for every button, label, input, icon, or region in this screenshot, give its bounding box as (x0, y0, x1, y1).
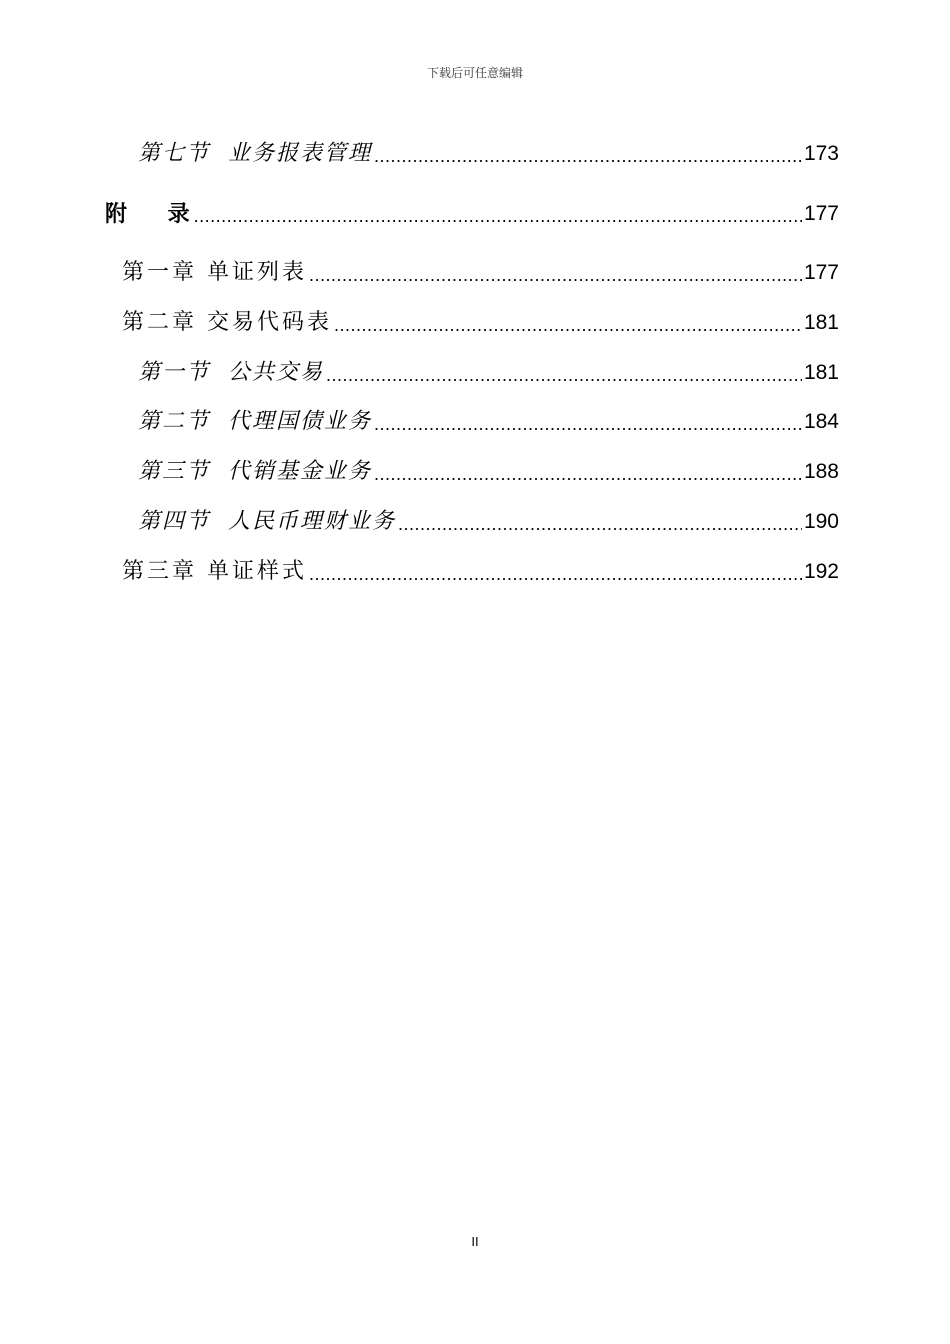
toc-entry-label: 第二节 代理国债业务 (138, 409, 372, 434)
toc-entry-page: 181 (803, 361, 839, 384)
toc-entry-page: 173 (803, 142, 839, 165)
page-header: 下载后可任意编辑 (426, 66, 523, 80)
page-number: II (471, 1234, 479, 1249)
toc-entry-appendix[interactable] (105, 188, 839, 228)
toc-leader-dots (326, 363, 802, 387)
toc-entry-section-1[interactable] (138, 347, 839, 387)
toc-entry-page: 184 (803, 410, 839, 433)
toc-entry-chapter-1[interactable] (122, 247, 839, 287)
toc-entry-chapter-3[interactable] (122, 546, 839, 586)
toc-leader-dots (398, 512, 802, 536)
toc-entry-label: 第三章 单证样式 (122, 559, 307, 584)
toc-entry-page: 177 (803, 202, 839, 225)
toc-entry-label: 第三节 代销基金业务 (138, 459, 372, 484)
toc-entry-section-4[interactable] (138, 496, 839, 536)
toc-entry-label: 第二章 交易代码表 (122, 310, 332, 335)
toc-entry-section-3[interactable] (138, 446, 839, 486)
toc-entry-label: 第四节 人民币理财业务 (138, 509, 396, 534)
toc-entry-label: 附 录 (105, 201, 192, 227)
toc-leader-dots (374, 144, 802, 168)
toc-leader-dots (374, 462, 802, 486)
toc-leader-dots (194, 204, 802, 228)
toc-entry-label: 第一节 公共交易 (138, 360, 324, 385)
toc-leader-dots (309, 562, 802, 586)
toc-entry-label: 第七节 业务报表管理 (138, 141, 372, 166)
toc-entry-section-7[interactable] (138, 128, 839, 168)
toc-entry-page: 181 (803, 311, 839, 334)
toc-entry-chapter-2[interactable] (122, 297, 839, 337)
toc-leader-dots (334, 313, 802, 337)
toc-entry-label: 第一章 单证列表 (122, 260, 307, 285)
toc-leader-dots (374, 412, 802, 436)
toc-entry-page: 190 (803, 510, 839, 533)
toc-entry-section-2[interactable] (138, 396, 839, 436)
toc-entry-page: 188 (803, 460, 839, 483)
toc-entry-page: 192 (803, 560, 839, 583)
toc-entry-page: 177 (803, 261, 839, 284)
toc-leader-dots (309, 263, 802, 287)
